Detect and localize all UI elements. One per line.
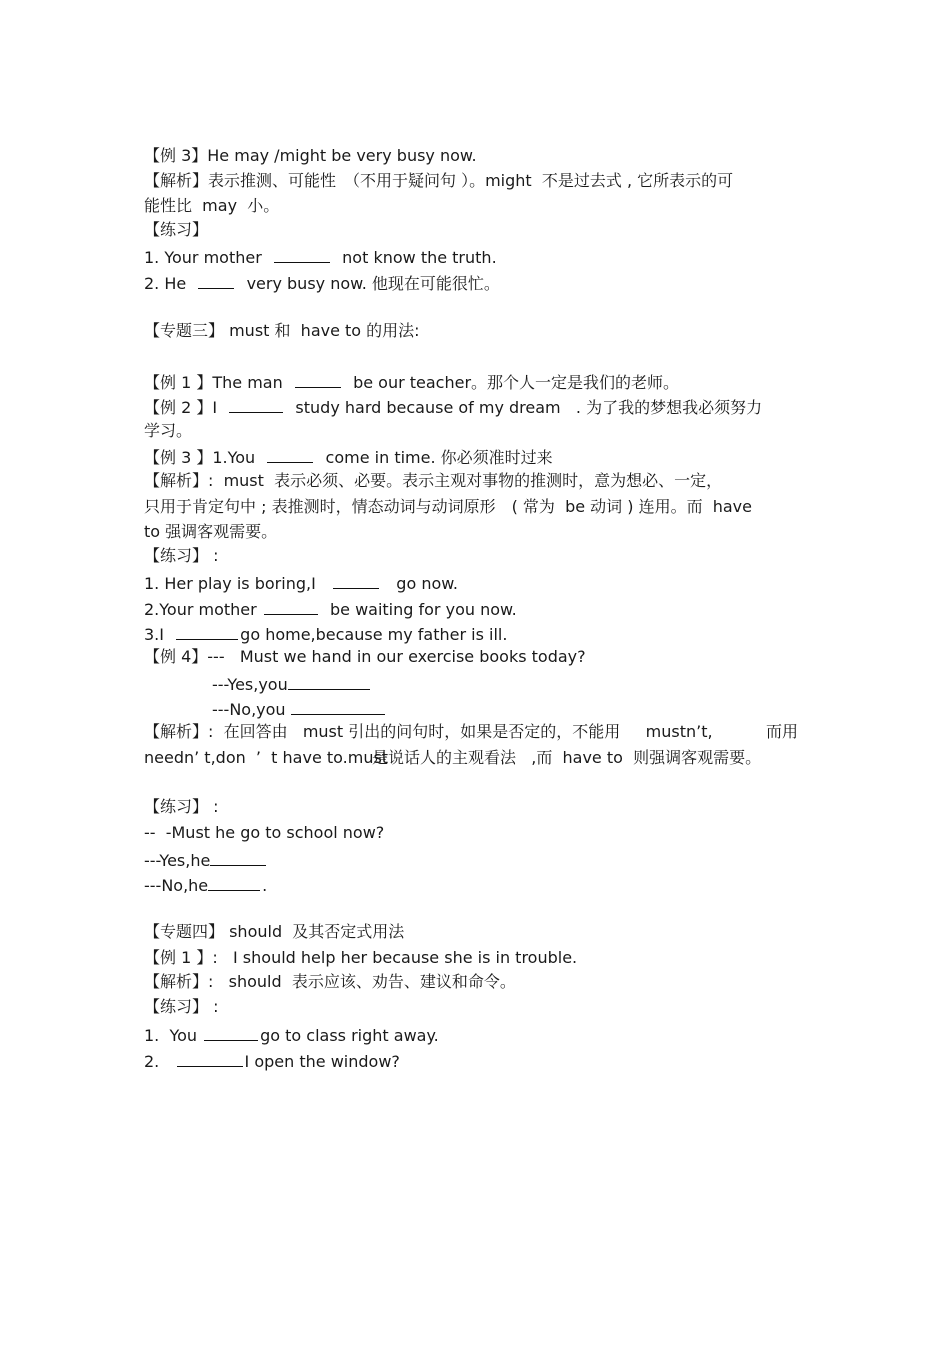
example-1 <box>144 371 679 393</box>
analysis-line: needn’ t,don ’ t have to.must <box>144 748 389 767</box>
example-4-no <box>212 698 387 720</box>
item-text: not know the truth. <box>331 248 497 267</box>
item-text: 【例 3 】1.You <box>144 448 266 467</box>
practice-item-2 <box>144 598 517 620</box>
fill-blank <box>274 246 330 263</box>
fill-blank <box>267 446 313 463</box>
item-text: ---No,you <box>212 700 291 719</box>
practice-heading: 【练习】 : <box>144 797 219 816</box>
example-4-yes <box>212 673 372 695</box>
example-2-cont: 学习。 <box>144 421 193 440</box>
example-2 <box>144 396 762 418</box>
practice-item-3 <box>144 623 507 645</box>
practice-item-2 <box>144 272 500 294</box>
fill-blank <box>204 1024 258 1041</box>
item-text: 【例 2 】I <box>144 398 228 417</box>
item-text: 2. He <box>144 274 197 293</box>
practice-heading: 【练习】 <box>144 220 209 239</box>
practice-item-1 <box>144 1024 439 1046</box>
item-text: go to class right away. <box>260 1026 439 1045</box>
analysis-line: 【解析】表示推测、可能性 （不用于疑问句 ）。might 不是过去式 , 它所表示的可 <box>144 171 734 190</box>
analysis-line: 【解析】: 在回答由 must 引出的问句时，如果是否定的，不能用 mustn’t, <box>144 722 713 741</box>
practice-heading: 【练习】 : <box>144 546 219 565</box>
item-text: 2.Your mother <box>144 600 262 619</box>
analysis-line-end: 而用 <box>766 722 799 741</box>
fill-blank <box>210 849 266 866</box>
item-text: go now. <box>381 574 458 593</box>
practice-item-1 <box>144 572 458 594</box>
item-text: go home,because my father is ill. <box>240 625 508 644</box>
fill-blank <box>264 598 318 615</box>
analysis-line: 只用于肯定句中 ; 表推测时，情态动词与动词原形 ( 常为 be 动词 ) 连用。而 have <box>144 497 752 516</box>
fill-blank <box>288 673 370 690</box>
practice-item-2 <box>144 1050 400 1072</box>
item-text: be waiting for you now. <box>319 600 517 619</box>
fill-blank <box>295 371 341 388</box>
item-text: 2. <box>144 1052 175 1071</box>
item-text: I open the window? <box>244 1052 400 1071</box>
analysis-line: 【解析】: should 表示应该、劝告、建议和命令。 <box>144 972 516 991</box>
item-text: very busy now. 他现在可能很忙。 <box>236 274 500 293</box>
item-text: 3.I <box>144 625 175 644</box>
item-text: ---Yes,he <box>144 851 211 870</box>
item-text: be our teacher。那个人一定是我们的老师。 <box>342 373 680 392</box>
fill-blank <box>333 572 379 589</box>
fill-blank <box>177 1050 243 1067</box>
analysis-line: to 强调客观需要。 <box>144 522 278 541</box>
item-text: 1. Her play is boring,I <box>144 574 332 593</box>
analysis-line-overlap: 是说话人的主观看法 ,而 have to 则强调客观需要。 <box>372 748 762 767</box>
item-text: . <box>262 876 268 895</box>
topic-3-title: 【专题三】 must 和 have to 的用法: <box>144 321 420 340</box>
fill-blank <box>198 272 234 289</box>
example-1: 【例 1 】: I should help her because she is in trouble. <box>144 948 578 967</box>
fill-blank <box>176 623 238 640</box>
practice-item-1 <box>144 246 497 268</box>
practice-question: -- -Must he go to school now? <box>144 823 385 842</box>
item-text: 1. You <box>144 1026 203 1045</box>
fill-blank <box>208 874 260 891</box>
fill-blank <box>291 698 385 715</box>
item-text: 1. Your mother <box>144 248 272 267</box>
item-text: ---Yes,you <box>212 675 288 694</box>
analysis-line: 能性比 may 小。 <box>144 196 280 215</box>
practice-heading: 【练习】 : <box>144 997 219 1016</box>
example-4: 【例 4】--- Must we hand in our exercise books today? <box>144 647 586 666</box>
item-text: study hard because of my dream . 为了我的梦想我必须努力 <box>285 398 763 417</box>
example-3 <box>144 446 553 468</box>
example-3-sentence: 【例 3】He may /might be very busy now. <box>144 146 477 165</box>
item-text: 【例 1 】The man <box>144 373 293 392</box>
practice-answer-yes <box>144 849 268 871</box>
practice-answer-no <box>144 874 267 896</box>
item-text: ---No,he <box>144 876 209 895</box>
analysis-line: 【解析】: must 表示必须、必要。表示主观对事物的推测时，意为想必、一定， <box>144 471 723 490</box>
fill-blank <box>229 396 283 413</box>
topic-4-title: 【专题四】 should 及其否定式用法 <box>144 922 405 941</box>
item-text: come in time. 你必须准时过来 <box>315 448 553 467</box>
